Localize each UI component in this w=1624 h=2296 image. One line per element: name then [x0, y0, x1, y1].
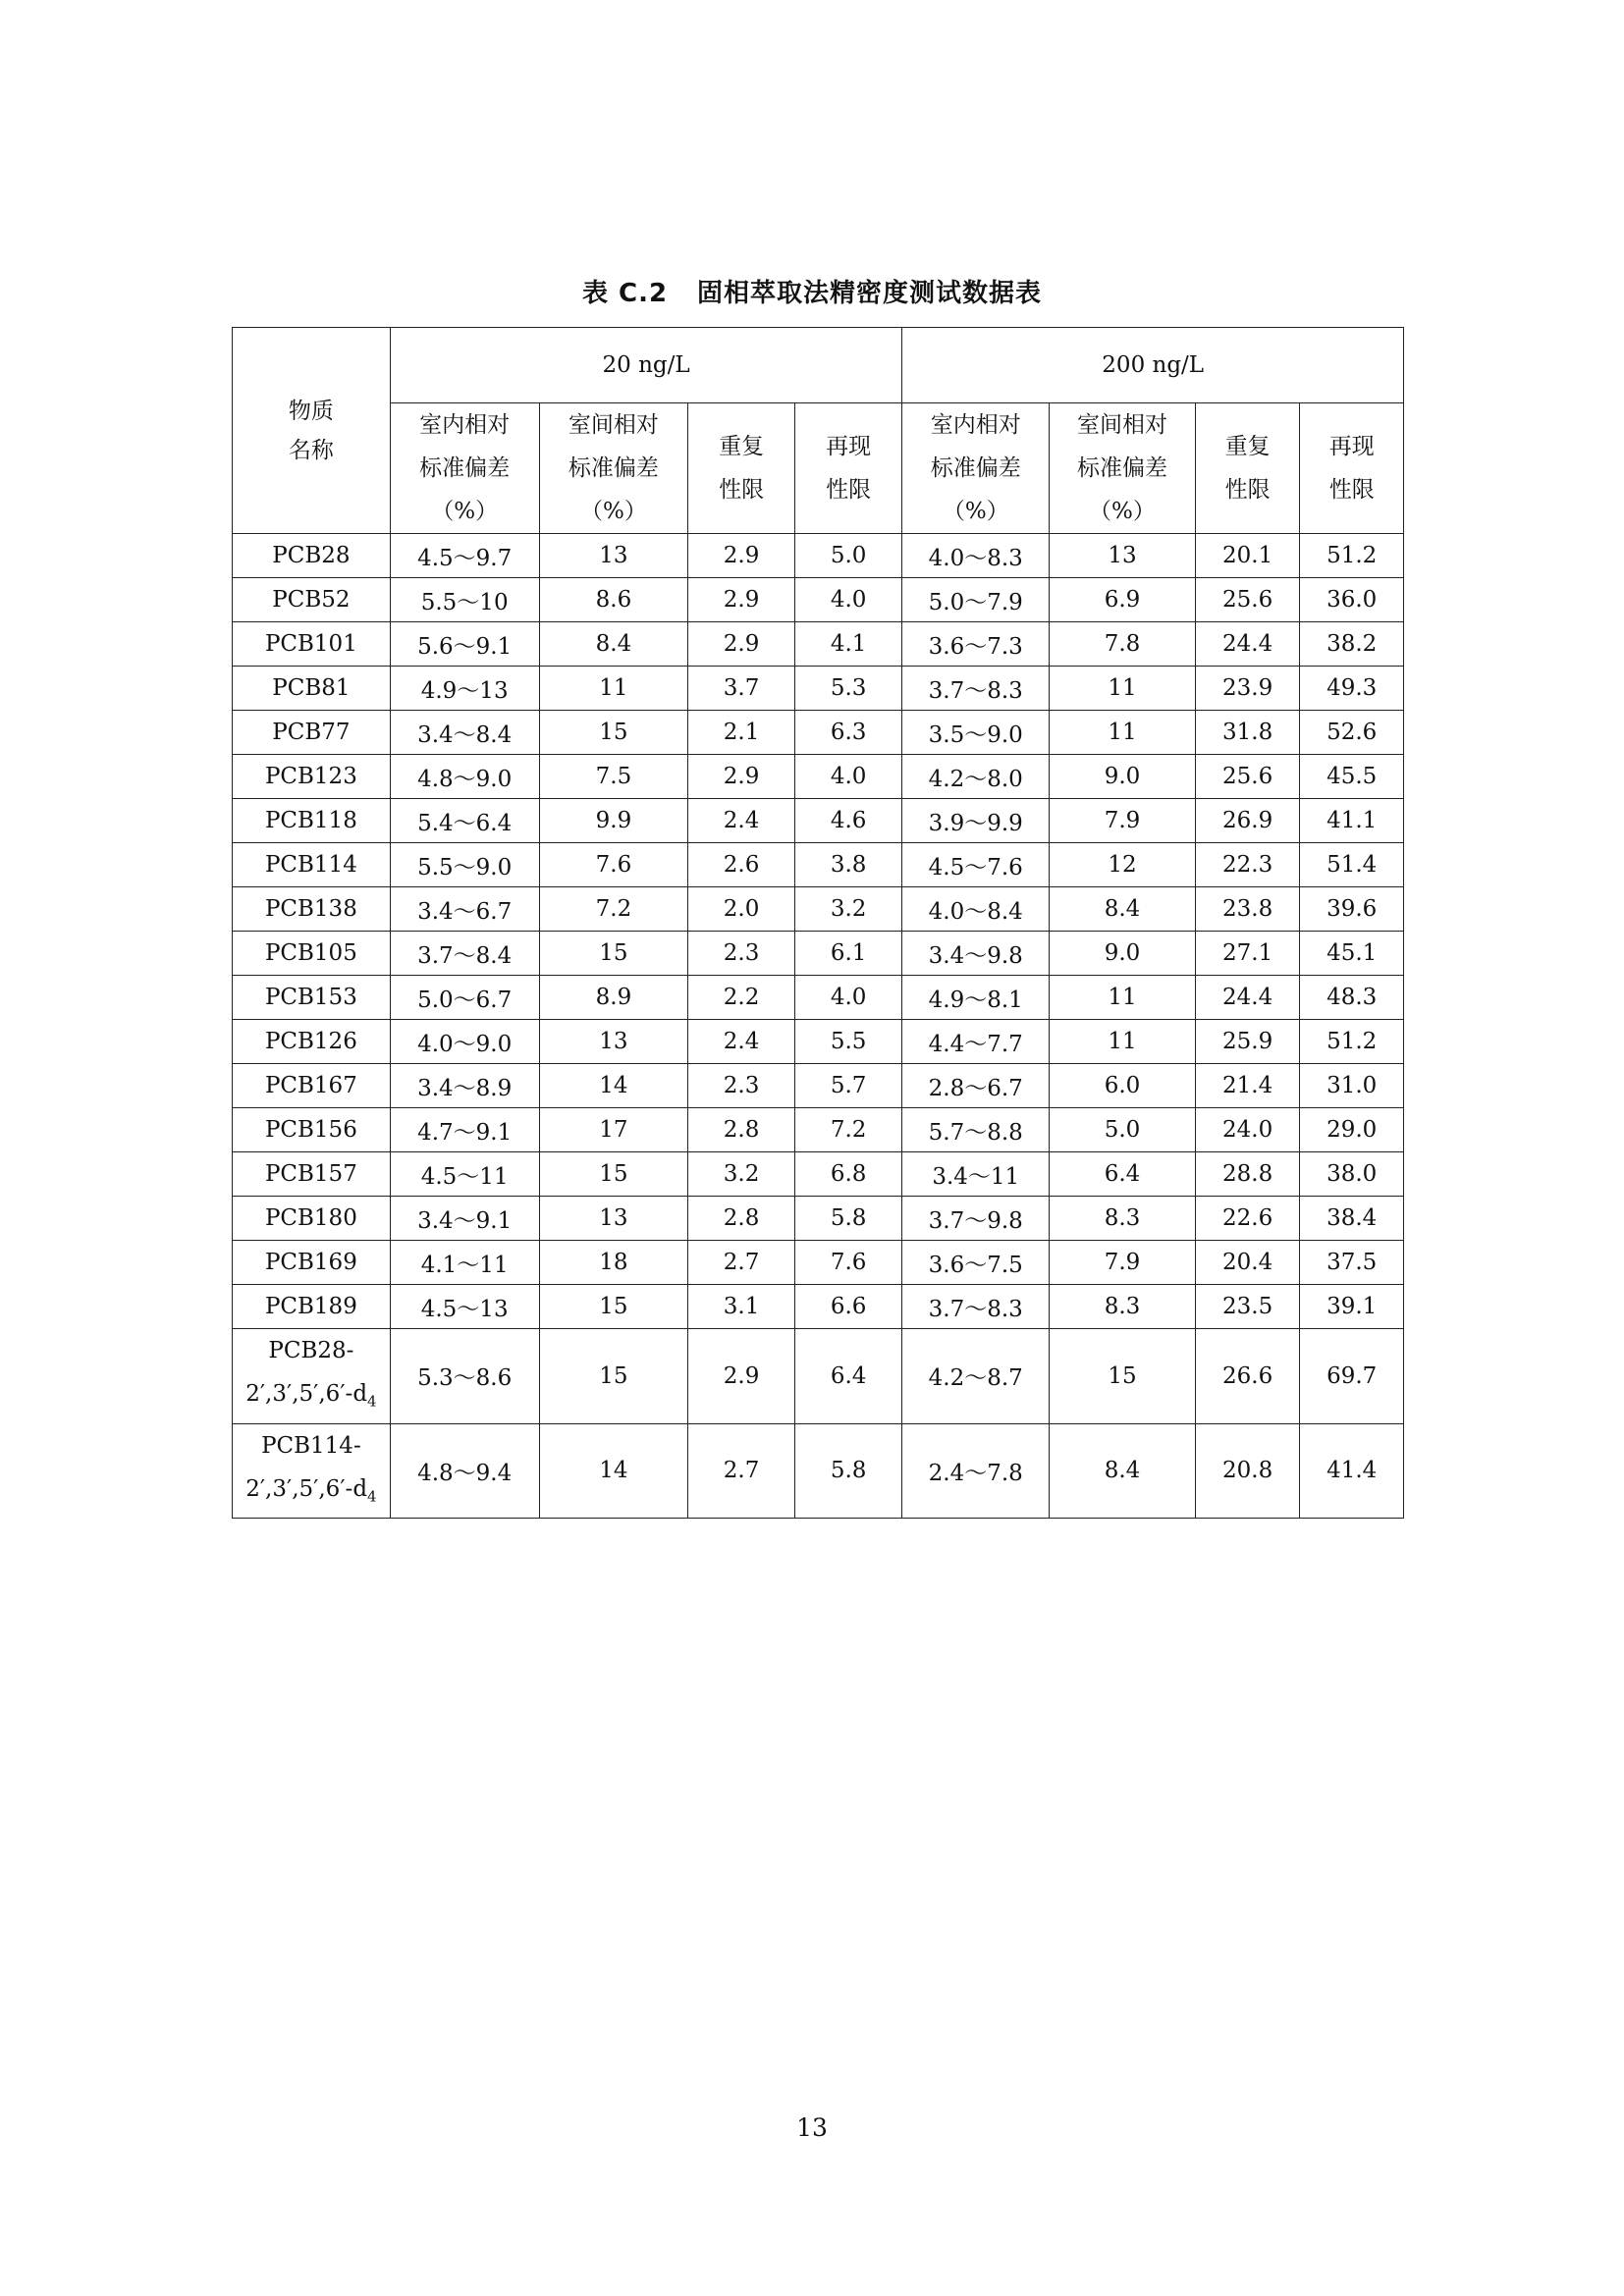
table-row	[233, 932, 1404, 976]
substance-name: PCB189	[233, 1285, 391, 1329]
table-label: 表 C.2	[581, 279, 669, 308]
substance-name	[233, 1423, 391, 1519]
header-line: 性限	[826, 477, 872, 503]
table-cell: 2.9	[688, 534, 795, 578]
table-row	[233, 1423, 1404, 1519]
table-cell: 6.1	[794, 932, 902, 976]
table-body	[233, 534, 1404, 1519]
low-inter-lab-rsd-header	[539, 403, 688, 534]
header-line: （%）	[579, 499, 647, 524]
page-number: 13	[796, 2113, 828, 2142]
table-cell: 15	[539, 1152, 688, 1197]
table-cell: 3.8	[794, 843, 902, 887]
header-line: （%）	[942, 499, 1009, 524]
table-cell: 5.5～10	[390, 578, 539, 622]
table-cell: 3.6～7.3	[902, 622, 1050, 667]
table-cell: 5.3	[794, 667, 902, 711]
substance-name: PCB114	[233, 843, 391, 887]
table-cell: 4.5～9.7	[390, 534, 539, 578]
table-cell: 18	[539, 1241, 688, 1285]
table-cell: 8.4	[539, 622, 688, 667]
table-cell: 3.4～8.4	[390, 711, 539, 755]
table-row	[233, 887, 1404, 932]
table-cell: 7.6	[794, 1241, 902, 1285]
table-row	[233, 976, 1404, 1020]
table-cell: 5.8	[794, 1423, 902, 1519]
table-cell: 2.6	[688, 843, 795, 887]
substance-name: PCB126	[233, 1020, 391, 1064]
table-cell: 4.2～8.0	[902, 755, 1050, 799]
table-cell: 13	[539, 1197, 688, 1241]
table-cell: 4.6	[794, 799, 902, 843]
table-cell: 27.1	[1195, 932, 1300, 976]
low-reproducibility-limit-header	[794, 403, 902, 534]
table-cell: 26.6	[1195, 1329, 1300, 1424]
table-cell: 4.0	[794, 976, 902, 1020]
table-cell: 2.8～6.7	[902, 1064, 1050, 1108]
low-repeatability-limit-header	[688, 403, 795, 534]
substance-header-line1: 物质	[288, 398, 334, 424]
table-cell: 31.8	[1195, 711, 1300, 755]
table-cell: 3.7	[688, 667, 795, 711]
table-cell: 2.1	[688, 711, 795, 755]
table-row	[233, 843, 1404, 887]
table-cell: 17	[539, 1108, 688, 1152]
table-cell: 2.8	[688, 1108, 795, 1152]
table-cell: 3.1	[688, 1285, 795, 1329]
table-cell: 23.5	[1195, 1285, 1300, 1329]
table-cell: 8.4	[1050, 1423, 1196, 1519]
table-cell: 7.8	[1050, 622, 1196, 667]
table-row	[233, 1152, 1404, 1197]
table-row	[233, 755, 1404, 799]
table-cell: 3.2	[794, 887, 902, 932]
table-cell: 36.0	[1300, 578, 1404, 622]
table-row	[233, 1064, 1404, 1108]
table-cell: 3.4～9.1	[390, 1197, 539, 1241]
table-cell: 4.0	[794, 578, 902, 622]
table-cell: 2.7	[688, 1423, 795, 1519]
table-cell: 8.3	[1050, 1197, 1196, 1241]
substance-name: PCB138	[233, 887, 391, 932]
high-inter-lab-rsd-header	[1050, 403, 1196, 534]
table-cell: 2.3	[688, 932, 795, 976]
substance-name: PCB52	[233, 578, 391, 622]
table-cell: 23.9	[1195, 667, 1300, 711]
table-cell: 7.9	[1050, 1241, 1196, 1285]
table-cell: 5.8	[794, 1197, 902, 1241]
precision-table	[232, 327, 1404, 1519]
table-cell: 5.7	[794, 1064, 902, 1108]
table-cell: 5.0	[1050, 1108, 1196, 1152]
table-cell: 5.7～8.8	[902, 1108, 1050, 1152]
table-cell: 15	[539, 1329, 688, 1424]
header-line: 室间相对	[1076, 412, 1167, 438]
table-cell: 11	[1050, 711, 1196, 755]
substance-name: PCB156	[233, 1108, 391, 1152]
table-cell: 4.0～9.0	[390, 1020, 539, 1064]
table-cell: 3.5～9.0	[902, 711, 1050, 755]
table-cell: 6.6	[794, 1285, 902, 1329]
table-cell: 4.4～7.7	[902, 1020, 1050, 1064]
header-line: 再现	[826, 434, 872, 459]
table-cell: 15	[539, 711, 688, 755]
table-cell: 20.4	[1195, 1241, 1300, 1285]
substance-name-line2	[233, 1372, 390, 1423]
table-cell: 38.0	[1300, 1152, 1404, 1197]
table-cell: 3.4～9.8	[902, 932, 1050, 976]
table-cell: 5.0～7.9	[902, 578, 1050, 622]
table-cell: 6.0	[1050, 1064, 1196, 1108]
header-line: 重复	[719, 434, 765, 459]
subheader-row	[233, 403, 1404, 534]
high-intra-lab-rsd-header	[902, 403, 1050, 534]
table-row	[233, 1197, 1404, 1241]
table-cell: 4.5～13	[390, 1285, 539, 1329]
table-cell: 24.4	[1195, 622, 1300, 667]
substance-header-line2: 名称	[288, 437, 334, 463]
table-cell: 4.9～8.1	[902, 976, 1050, 1020]
table-cell: 22.6	[1195, 1197, 1300, 1241]
table-cell: 5.4～6.4	[390, 799, 539, 843]
substance-name-line2	[233, 1468, 390, 1519]
header-line: 标准偏差	[568, 455, 659, 481]
header-line: （%）	[431, 499, 499, 524]
table-cell: 5.0	[794, 534, 902, 578]
substance-name-text: 2′,3′,5′,6′-d	[245, 1381, 368, 1407]
table-cell: 3.7～8.3	[902, 1285, 1050, 1329]
table-row	[233, 799, 1404, 843]
table-cell: 23.8	[1195, 887, 1300, 932]
substance-name-line1: PCB28-	[268, 1338, 354, 1363]
table-cell: 5.5	[794, 1020, 902, 1064]
table-row	[233, 622, 1404, 667]
table-cell: 4.0～8.4	[902, 887, 1050, 932]
table-cell: 4.0～8.3	[902, 534, 1050, 578]
table-cell: 2.4～7.8	[902, 1423, 1050, 1519]
table-cell: 51.2	[1300, 534, 1404, 578]
table-cell: 45.1	[1300, 932, 1404, 976]
table-cell: 5.6～9.1	[390, 622, 539, 667]
table-title: 固相萃取法精密度测试数据表	[697, 279, 1043, 308]
table-cell: 2.7	[688, 1241, 795, 1285]
table-cell: 3.7～8.3	[902, 667, 1050, 711]
header-line: 标准偏差	[930, 455, 1021, 481]
table-cell: 38.2	[1300, 622, 1404, 667]
table-cell: 7.5	[539, 755, 688, 799]
header-line: 性限	[719, 477, 765, 503]
header-line: 再现	[1328, 434, 1375, 459]
table-cell: 69.7	[1300, 1329, 1404, 1424]
table-cell: 25.6	[1195, 578, 1300, 622]
header-line: 性限	[1328, 477, 1375, 503]
substance-name: PCB169	[233, 1241, 391, 1285]
header-line: 标准偏差	[1076, 455, 1167, 481]
table-cell: 11	[1050, 667, 1196, 711]
table-cell: 6.4	[1050, 1152, 1196, 1197]
table-cell: 2.9	[688, 578, 795, 622]
substance-name: PCB105	[233, 932, 391, 976]
table-cell: 51.4	[1300, 843, 1404, 887]
table-row	[233, 711, 1404, 755]
table-cell: 2.4	[688, 799, 795, 843]
table-cell: 45.5	[1300, 755, 1404, 799]
table-cell: 15	[539, 932, 688, 976]
table-cell: 3.2	[688, 1152, 795, 1197]
substance-name-line1: PCB114-	[261, 1432, 361, 1459]
table-cell: 9.0	[1050, 755, 1196, 799]
table-cell: 11	[1050, 976, 1196, 1020]
table-cell: 13	[539, 534, 688, 578]
table-cell: 2.2	[688, 976, 795, 1020]
table-cell: 15	[539, 1285, 688, 1329]
table-cell: 31.0	[1300, 1064, 1404, 1108]
table-cell: 52.6	[1300, 711, 1404, 755]
table-cell: 5.0～6.7	[390, 976, 539, 1020]
substance-name: PCB180	[233, 1197, 391, 1241]
table-cell: 4.7～9.1	[390, 1108, 539, 1152]
high-reproducibility-limit-header	[1300, 403, 1404, 534]
table-cell: 11	[1050, 1020, 1196, 1064]
table-cell: 2.8	[688, 1197, 795, 1241]
table-cell: 5.3～8.6	[390, 1329, 539, 1424]
table-row	[233, 534, 1404, 578]
table-cell: 22.3	[1195, 843, 1300, 887]
header-line: 室间相对	[568, 412, 659, 438]
table-cell: 37.5	[1300, 1241, 1404, 1285]
table-cell: 13	[1050, 534, 1196, 578]
header-line: 室内相对	[419, 412, 511, 438]
table-caption	[0, 273, 1624, 309]
table-row	[233, 1285, 1404, 1329]
table-cell: 6.3	[794, 711, 902, 755]
substance-name: PCB118	[233, 799, 391, 843]
table-cell: 8.4	[1050, 887, 1196, 932]
table-cell: 49.3	[1300, 667, 1404, 711]
table-cell: 6.4	[794, 1329, 902, 1424]
table-cell: 7.6	[539, 843, 688, 887]
table-cell: 39.6	[1300, 887, 1404, 932]
table-cell: 14	[539, 1423, 688, 1519]
table-row	[233, 1108, 1404, 1152]
table-cell: 24.4	[1195, 976, 1300, 1020]
table-cell: 3.4～6.7	[390, 887, 539, 932]
substance-name: PCB153	[233, 976, 391, 1020]
table-row	[233, 578, 1404, 622]
table-cell: 3.7～8.4	[390, 932, 539, 976]
header-line: （%）	[1089, 499, 1156, 524]
low-intra-lab-rsd-header	[390, 403, 539, 534]
table-cell: 4.1	[794, 622, 902, 667]
substance-name: PCB77	[233, 711, 391, 755]
substance-name-subscript: 4	[367, 1392, 377, 1411]
substance-name: PCB123	[233, 755, 391, 799]
table-cell: 6.8	[794, 1152, 902, 1197]
substance-name-text: 2′,3′,5′,6′-d	[245, 1475, 368, 1502]
table-cell: 25.6	[1195, 755, 1300, 799]
table-cell: 3.4～8.9	[390, 1064, 539, 1108]
table-cell: 12	[1050, 843, 1196, 887]
table-cell: 4.8～9.4	[390, 1423, 539, 1519]
table-cell: 2.0	[688, 887, 795, 932]
substance-name: PCB167	[233, 1064, 391, 1108]
table-cell: 9.0	[1050, 932, 1196, 976]
table-cell: 2.9	[688, 755, 795, 799]
table-cell: 7.9	[1050, 799, 1196, 843]
conc-low-header: 20 ng/L	[390, 328, 902, 403]
table-cell: 8.6	[539, 578, 688, 622]
table-cell: 4.5～7.6	[902, 843, 1050, 887]
table-cell: 7.2	[539, 887, 688, 932]
table-cell: 4.0	[794, 755, 902, 799]
table-cell: 3.6～7.5	[902, 1241, 1050, 1285]
table-row	[233, 1020, 1404, 1064]
substance-name: PCB81	[233, 667, 391, 711]
table-cell: 3.7～9.8	[902, 1197, 1050, 1241]
table-cell: 2.9	[688, 1329, 795, 1424]
table-cell: 29.0	[1300, 1108, 1404, 1152]
table-cell: 7.2	[794, 1108, 902, 1152]
substance-name	[233, 1329, 391, 1424]
table-cell: 2.4	[688, 1020, 795, 1064]
table-cell: 4.5～11	[390, 1152, 539, 1197]
table-cell: 4.8～9.0	[390, 755, 539, 799]
table-cell: 14	[539, 1064, 688, 1108]
substance-name: PCB101	[233, 622, 391, 667]
table-cell: 6.9	[1050, 578, 1196, 622]
table-cell: 20.1	[1195, 534, 1300, 578]
table-row	[233, 667, 1404, 711]
substance-name: PCB28	[233, 534, 391, 578]
table-cell: 2.3	[688, 1064, 795, 1108]
table-cell: 2.9	[688, 622, 795, 667]
table-cell: 8.9	[539, 976, 688, 1020]
table-row	[233, 1241, 1404, 1285]
substance-header	[233, 328, 391, 534]
table-cell: 20.8	[1195, 1423, 1300, 1519]
table-row	[233, 1329, 1404, 1424]
table-cell: 48.3	[1300, 976, 1404, 1020]
table-cell: 3.4～11	[902, 1152, 1050, 1197]
table-cell: 9.9	[539, 799, 688, 843]
table-cell: 28.8	[1195, 1152, 1300, 1197]
table-cell: 26.9	[1195, 799, 1300, 843]
table-cell: 38.4	[1300, 1197, 1404, 1241]
table-cell: 41.4	[1300, 1423, 1404, 1519]
table-cell: 11	[539, 667, 688, 711]
table-cell: 25.9	[1195, 1020, 1300, 1064]
table-cell: 4.9～13	[390, 667, 539, 711]
table-cell: 24.0	[1195, 1108, 1300, 1152]
header-line: 重复	[1224, 434, 1271, 459]
substance-name: PCB157	[233, 1152, 391, 1197]
table-cell: 15	[1050, 1329, 1196, 1424]
table-cell: 41.1	[1300, 799, 1404, 843]
table-cell: 51.2	[1300, 1020, 1404, 1064]
table-cell: 13	[539, 1020, 688, 1064]
header-line: 性限	[1224, 477, 1271, 503]
table-cell: 4.2～8.7	[902, 1329, 1050, 1424]
table-cell: 21.4	[1195, 1064, 1300, 1108]
table-cell: 5.5～9.0	[390, 843, 539, 887]
header-line: 标准偏差	[419, 455, 511, 481]
table-cell: 39.1	[1300, 1285, 1404, 1329]
header-line: 室内相对	[930, 412, 1021, 438]
substance-name-subscript: 4	[367, 1487, 377, 1506]
high-repeatability-limit-header	[1195, 403, 1300, 534]
table-cell: 3.9～9.9	[902, 799, 1050, 843]
table-cell: 8.3	[1050, 1285, 1196, 1329]
conc-high-header: 200 ng/L	[902, 328, 1404, 403]
table-cell: 4.1～11	[390, 1241, 539, 1285]
